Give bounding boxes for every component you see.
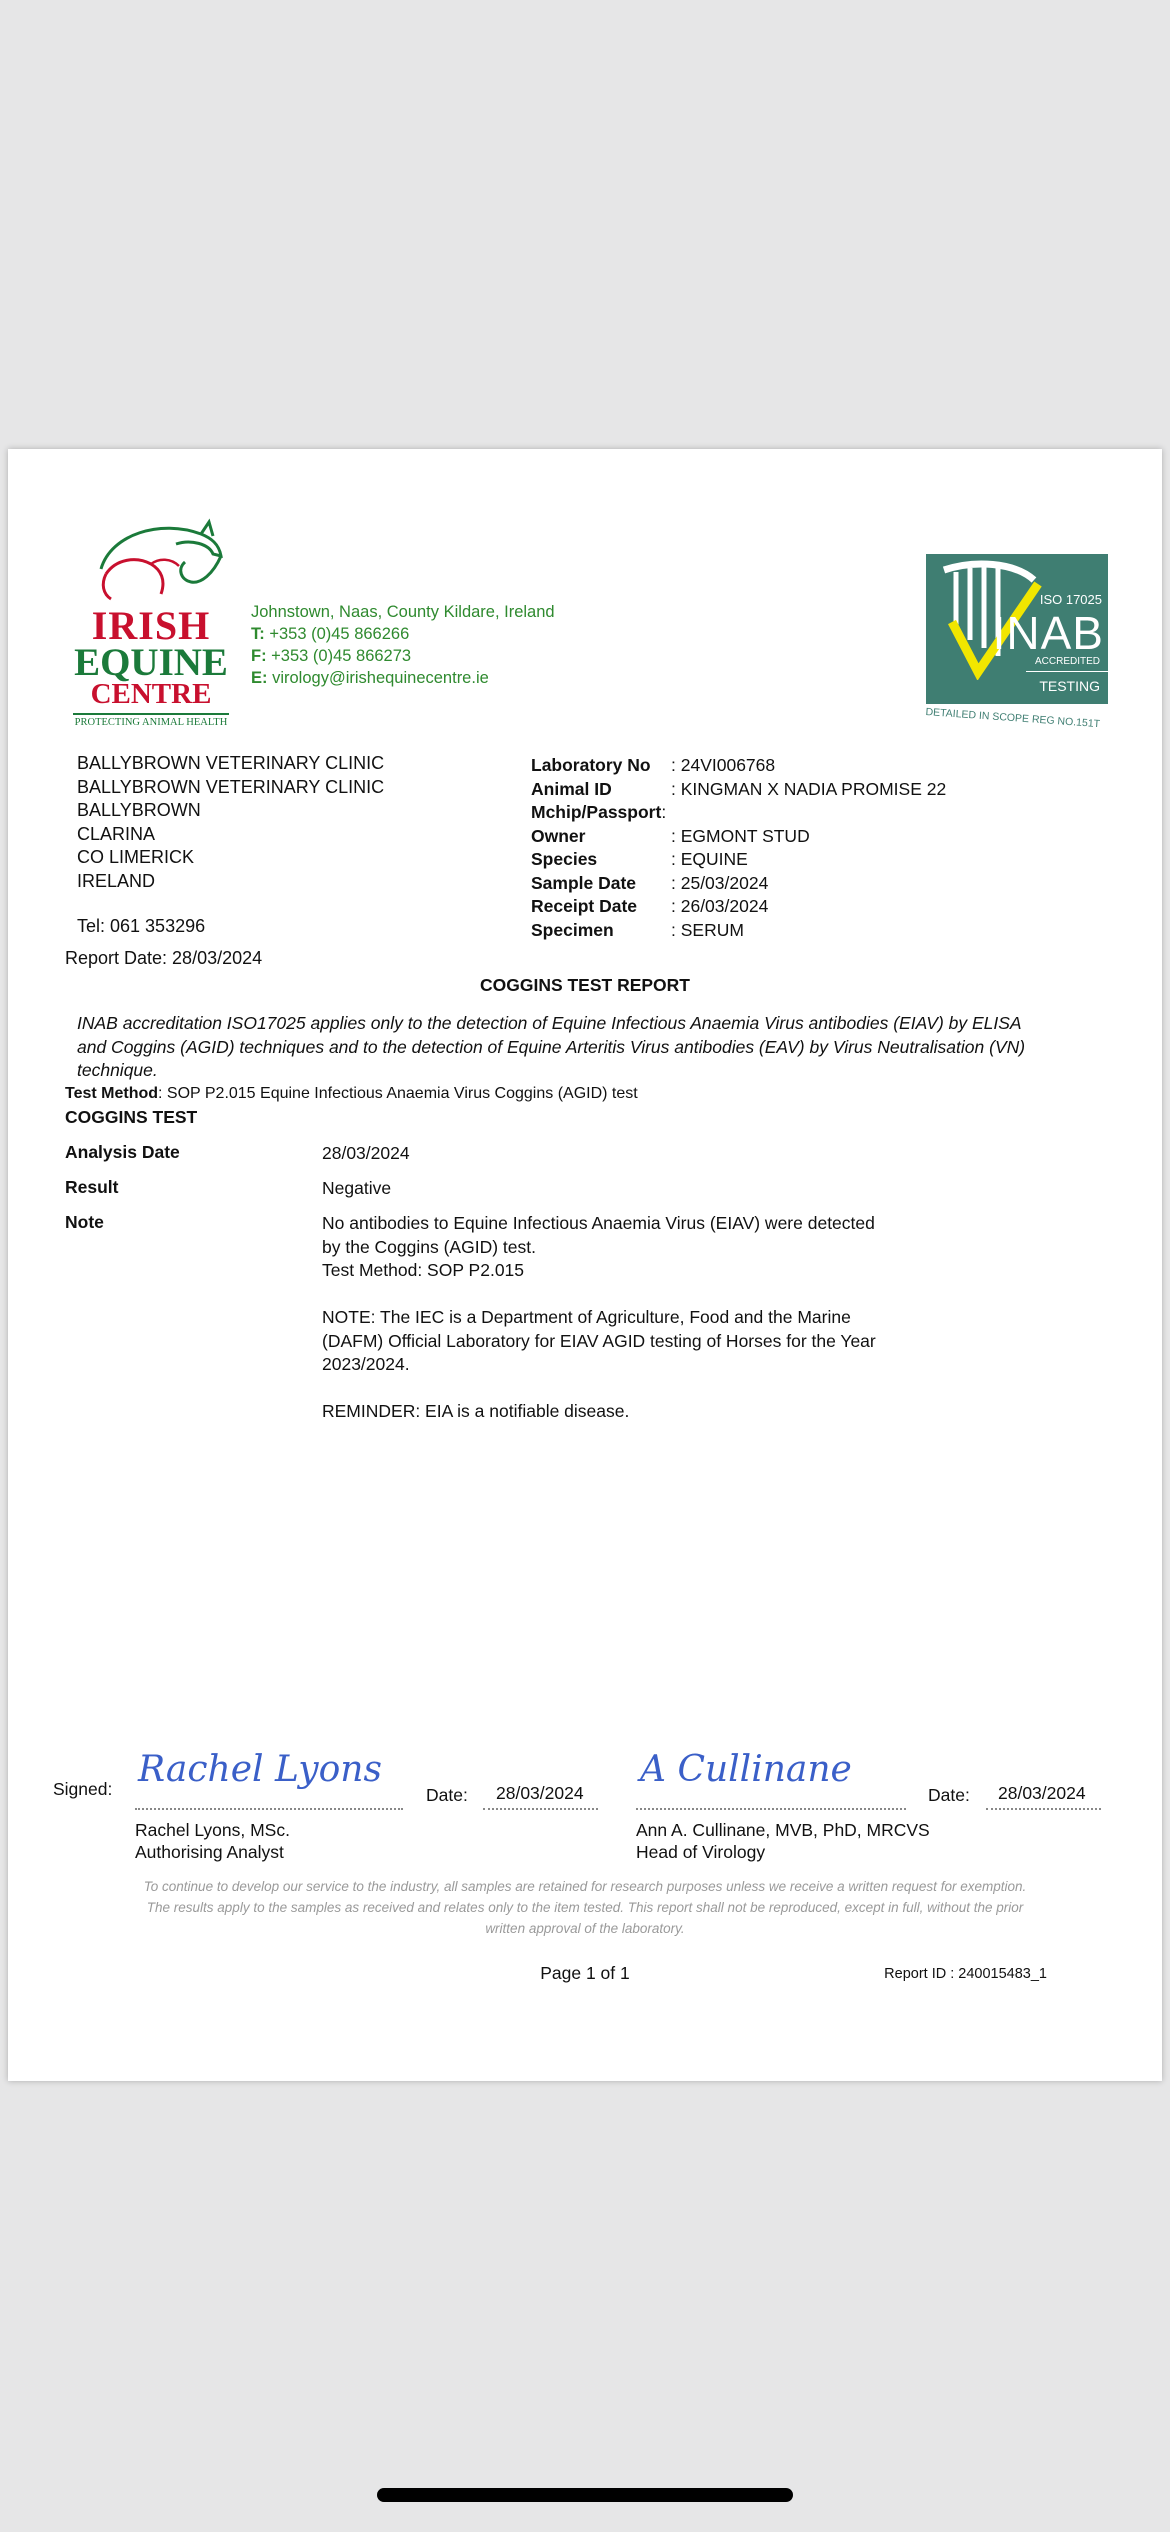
client-tel: Tel: 061 353296 (77, 916, 206, 936)
logo-equine: EQUINE (74, 641, 228, 684)
note-1: No antibodies to Equine Infectious Anaemia Virus (EIAV) were detected by the Coggins (AGID) test. (322, 1213, 875, 1257)
signer-1-role: Authorising Analyst (135, 1842, 284, 1862)
fax-label: F: (251, 647, 267, 665)
info-value: : EGMONT STUD (671, 825, 810, 846)
inab-brand: INAB (992, 607, 1104, 659)
info-label: Specimen (531, 919, 614, 940)
inab-badge (925, 554, 1112, 731)
info-label: Laboratory No (531, 755, 651, 775)
date-1: 28/03/2024 (496, 1783, 584, 1803)
test-method-value: : SOP P2.015 Equine Infectious Anaemia Virus Coggins (AGID) test (158, 1085, 638, 1102)
disclaimer (8, 1876, 1162, 1939)
inab-statement: INAB accreditation ISO17025 applies only to the detection of Equine Infectious Anaemia Virus antibodies (EIAV) by ELISA and Coggins (AGID) techniques and to the detection of Equine Arteritis Virus antibodies (EAV) by Virus Neutralisation (VN) technique. (77, 1013, 1026, 1080)
lab-address: Johnstown, Naas, County Kildare, Ireland (251, 603, 555, 621)
info-label: Sample Date (531, 872, 637, 893)
sample-info (531, 754, 946, 942)
logo-centre: CENTRE (90, 678, 212, 710)
info-value: : 26/03/2024 (671, 896, 769, 916)
analysis-date-value: 28/03/2024 (322, 1143, 410, 1163)
result-label: Result (65, 1177, 119, 1197)
page-number: Page 1 of 1 (540, 1963, 630, 1983)
analysis-date-label: Analysis Date (65, 1142, 180, 1162)
info-value: : (661, 802, 667, 822)
iec-logo (71, 514, 241, 734)
lab-fax: +353 (0)45 866273 (271, 647, 412, 665)
lab-phone: +353 (0)45 866266 (269, 625, 410, 643)
signed-label: Signed: (53, 1779, 113, 1799)
report-date: Report Date: 28/03/2024 (65, 948, 263, 968)
date-2: 28/03/2024 (998, 1783, 1086, 1803)
report-page (8, 449, 1162, 2081)
report-title: COGGINS TEST REPORT (479, 975, 691, 995)
signature-1: Rachel Lyons (138, 1749, 382, 1790)
info-value: : 25/03/2024 (671, 872, 769, 893)
test-method (65, 1085, 638, 1103)
signature-line-2 (636, 1807, 906, 1810)
info-label: Animal ID (531, 778, 612, 799)
note-2: Test Method: SOP P2.015 (322, 1260, 525, 1280)
inab-reg: DETAILED IN SCOPE REG NO.151T (925, 706, 1101, 731)
note-label: Note (65, 1212, 104, 1232)
info-value: : SERUM (671, 919, 744, 940)
logo-irish: IRISH (91, 603, 211, 648)
contact-block (251, 601, 555, 689)
info-label: Species (531, 849, 598, 869)
signer-1-name: Rachel Lyons, MSc. (135, 1820, 290, 1840)
address-line: BALLYBROWN VETERINARY CLINIC (77, 776, 385, 797)
info-value: : EQUINE (671, 849, 748, 869)
phone-label: T: (251, 625, 265, 643)
logo-tagline: PROTECTING ANIMAL HEALTH (74, 717, 228, 728)
date-label-2: Date: (928, 1785, 970, 1805)
horse-logo-icon (81, 514, 231, 609)
address-line: IRELAND (77, 870, 156, 891)
date-label-1: Date: (426, 1785, 468, 1805)
inab-accredited: ACCREDITED (1034, 656, 1100, 667)
lab-email: virology@irishequinecentre.ie (272, 669, 489, 687)
signer-2-name: Ann A. Cullinane, MVB, PhD, MRCVS (636, 1820, 930, 1840)
test-method-label: Test Method (65, 1085, 159, 1102)
section-title: COGGINS TEST (65, 1107, 198, 1127)
inab-testing: TESTING (1039, 678, 1100, 694)
result-value: Negative (322, 1178, 392, 1198)
info-value: : 24VI006768 (671, 755, 776, 775)
disclaimer-2: The results apply to the samples as received and relates only to the item tested. This report shall not be reproduced, except in full, without the prior written approval of the laboratory. (146, 1900, 1024, 1936)
report-id: Report ID : 240015483_1 (884, 1966, 1047, 1982)
disclaimer-1: To continue to develop our service to the industry, all samples are retained for research purposes unless we receive a written request for exemption. (143, 1879, 1027, 1894)
info-label: Receipt Date (531, 896, 638, 916)
home-indicator[interactable] (377, 2488, 793, 2502)
email-label: E: (251, 669, 268, 687)
address-line: CO LIMERICK (77, 847, 195, 867)
info-label: Owner (531, 825, 586, 846)
client-address (77, 752, 384, 893)
inab-iso: ISO 17025 (1039, 592, 1102, 607)
address-line: CLARINA (77, 823, 156, 844)
info-label: Mchip/Passport (531, 802, 662, 822)
address-line: BALLYBROWN (77, 800, 201, 820)
info-value: : KINGMAN X NADIA PROMISE 22 (671, 778, 947, 799)
signature-2: A Cullinane (640, 1749, 852, 1790)
address-line: BALLYBROWN VETERINARY CLINIC (77, 753, 385, 773)
signer-2-role: Head of Virology (636, 1842, 766, 1862)
note-4: REMINDER: EIA is a notifiable disease. (322, 1401, 630, 1421)
signature-line-1 (135, 1807, 403, 1810)
note-3: NOTE: The IEC is a Department of Agriculture, Food and the Marine (DAFM) Official Laboratory for EIAV AGID testing of Horses for the Year 2023/2024. (322, 1307, 876, 1374)
